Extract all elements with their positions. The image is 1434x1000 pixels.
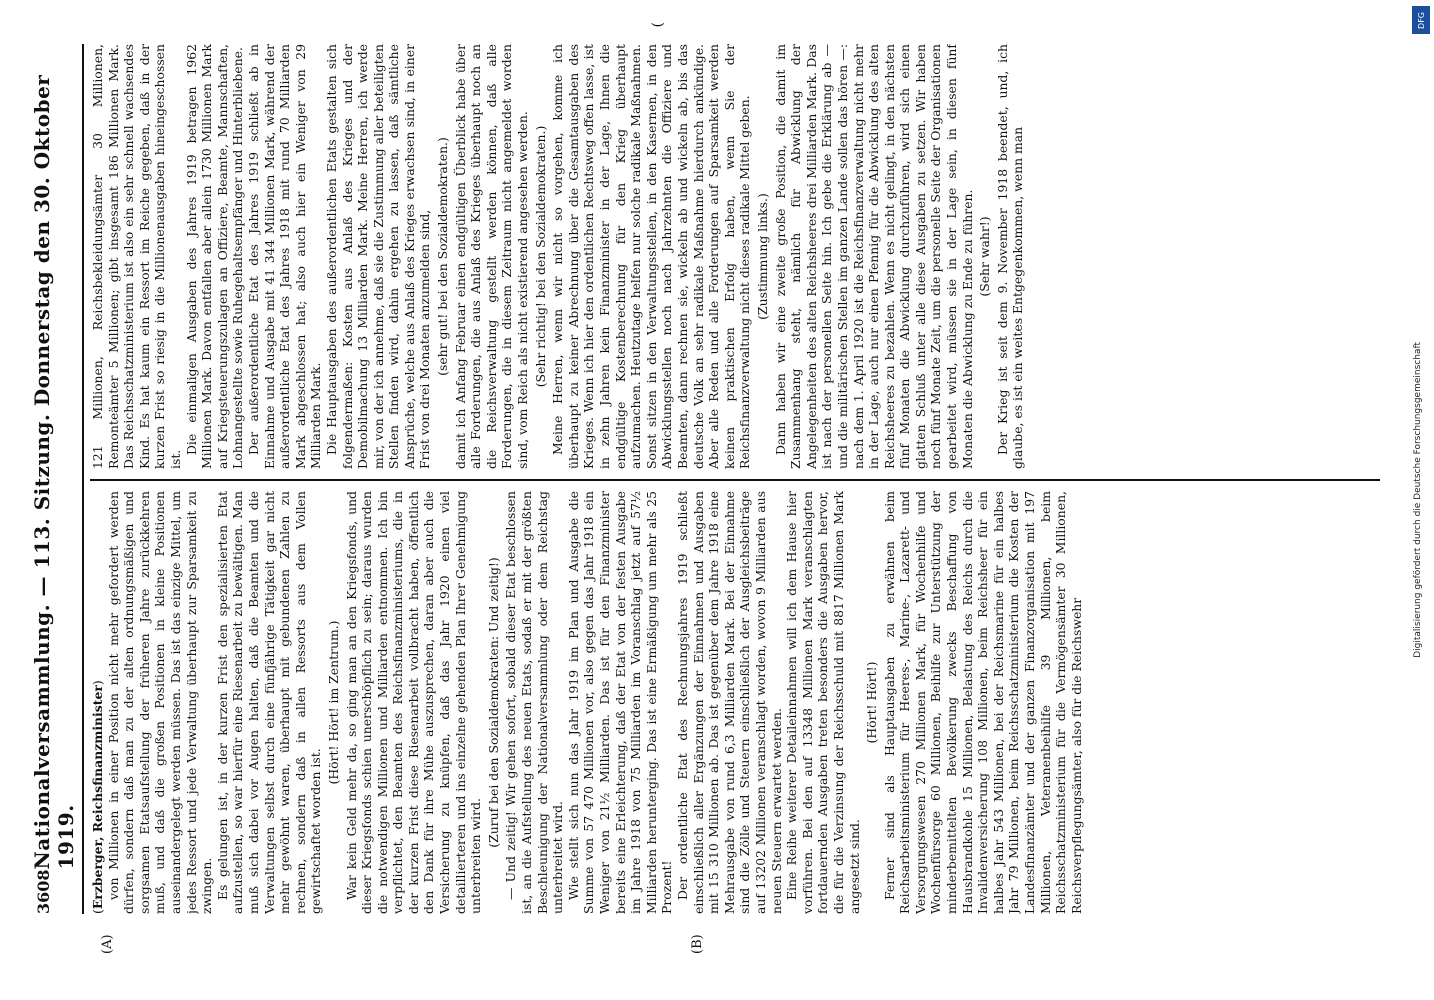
interjection: (Sehr richtig! bei den Sozialdemokraten.)	[532, 125, 548, 388]
paragraph: War kein Geld mehr da, so ging man an den Kriegsfonds, und dieser Kriegsfonds schien unerschöpflich zu sein; daraus wurden die notwendigen Millionen und Milliarden entnommen. Ich bin verpflichtet, den Beamten des Reichsfinanzministeriums, die in der kurzen Frist diese Riesenarbeit vollbracht haben, öffentlich den Dank für ihre Mühe auszusprechen, daran aber auch die Versicherung zu knüpfen, daß das Jahr 1920 einen viel detaillierteren und ins einzelne gehenden Plan Ihrer Genehmigung unterbreiten wird.	[343, 491, 484, 914]
dfg-logo: DFG	[1412, 6, 1430, 34]
paragraph: Die einmaligen Ausgaben des Jahres 1919 betragen 1962 Millionen Mark. Davon entfallen aber allein 1730 Millionen Mark auf Kriegsteuerungszulagen an Offiziere, Beamte, Mannschaften, Lohnangestellte sowie Ruhegehaltsempfänger und Hinterbliebene.	[183, 44, 246, 469]
right-column	[90, 44, 1380, 479]
paragraph: Eine Reihe weiterer Detaileinnahmen will ich dem Hause hier vorführen. Bei den auf 13348 Millionen Mark veranschlagten fortdauernden Ausgaben treten besonders die Ausgaben hervor, die für die Verzinsung der Reichsschuld mit 8817 Millionen Mark angesetzt sind.	[784, 491, 862, 914]
paragraph: Dann haben wir eine zweite große Position, die damit im Zusammenhang steht, nämlich für Abwicklung der Angelegenheiten des alten Reichsheeres drei Milliarden Mark. Das ist nach der personellen Seite hin. Ich gebe die Erklärung ab — und die militärischen Stellen im ganzen Lande sollen das hören —: nach dem 1. April 1920 ist die Reichsfinanzverwaltung nicht mehr in der Lage, auch nur einen Pfennig für die Abwicklung des alten Reichsheeres zu bezahlen. Wenn es nicht gelingt, in den nächsten fünf Monaten die Abwicklung durchzuführen, wird sich einen glatten Schluß unter alle diese Ausgaben zu setzen. Wir haben noch fünf Monate Zeit, um die personelle Seite der Organisationen gearbeitet wird, müssen sie in der Lage sein, in diesen fünf Monaten die Abwicklung zu Ende zu führen.	[772, 44, 975, 469]
paragraph: — Und zeitig! Wir gehen sofort, sobald dieser Etat beschlossen ist, an die Aufstellung des neuen Etats, sodaß er mit der größten Beschleunigung der Nationalversammlung oder dem Reichstag unterbreitet wird.	[503, 491, 566, 914]
interjection: (Hört! Hört! im Zentrum.)	[325, 620, 341, 785]
margin-mark-a: (A)	[100, 934, 115, 954]
page-header	[30, 44, 84, 914]
left-column	[90, 479, 1380, 914]
paragraph: damit ich Anfang Februar einen endgültigen Überblick habe über alle Forderungen, die aus Anlaß des Krieges überhaupt noch an die Reichsverwaltung gestellt werden können, daß alle Forderungen, die in diesem Zeitraum nicht angemeldet worden sind, vom Reich als nicht existierend angesehen werden.	[452, 44, 531, 469]
page-number: 3608	[34, 869, 53, 914]
speaker-line: (Erzberger, Reichsfinanzminister)	[90, 680, 105, 914]
paragraph: Der außerordentliche Etat des Jahres 1919 schließt ab in Einnahme und Ausgabe mit 41 344 Millionen Mark, während der außerordentliche Etat des Jahres 1918 mit rund 70 Milliarden Mark abgeschlossen hat; also auch hier ein Weniger von 29 Milliarden Mark.	[245, 44, 324, 469]
paragraph: Der ordentliche Etat des Rechnungsjahres 1919 schließt einschließlich aller Ergänzungen der Einnahmen und Ausgaben mit 15 310 Millionen ab. Das ist gegenüber dem Jahre 1918 eine Mehrausgabe von rund 6,3 Milliarden Mark. Bei der Einnahme sind die Zölle und Steuern einschließlich der Ausgleichsbeiträge auf 13202 Millionen veranschlagt worden, wovon 9 Milliarden aus neuen Steuern erwartet werden.	[674, 491, 784, 914]
paragraph: Meine Herren, wenn wir nicht so vorgehen, komme ich überhaupt zu keiner Abrechnung über die Gesamtausgaben des Krieges. Wenn ich hier den ordentlichen Rechtsweg offen lasse, ist in zehn Jahren kein Finanzminister in der Lage, Ihnen die endgültige Kostenberechnung für den Krieg überhaupt aufzumachen. Heutzutage helfen nur solche radikale Maßnahmen. Sonst sitzen in den Verwaltungsstellen, in den Kasernen, in den Abwicklungsstellen noch nach Jahrzehnten die Offiziere und Beamten, dann rechnen sie, wickeln ab und wickeln ab, bis das deutsche Volk an sehr radikale Maßnahme hierdurch ankündige. Aber alle Reden und alle Forderungen auf Sparsamkeit werden keinen praktischen Erfolg haben, wenn Sie der Reichsfinanzverwaltung nicht dieses radikale Mittel geben.	[550, 44, 753, 469]
paragraph: Der Krieg ist seit dem 9. November 1918 beendet, und, ich glaube, es ist ein weites Entgegenkommen, wenn man	[994, 44, 1026, 469]
speaker-name: Erzberger, Reichsfinanzminister	[90, 685, 105, 910]
paragraph: 121 Millionen, Reichsbekleidungsämter 30 Millionen, Remonteämter 5 Millionen; gibt insgesamt 186 Millionen Mark. Das Reichsschatzministerium ist also ein sehr schnell wachsendes Kind. Es hat kaum ein Ressort im Reiche gegeben, daß in der kurzen Frist so riesig in die Millionenausgaben hineingeschossen ist.	[90, 44, 183, 469]
running-title: Nationalversammlung. — 113. Sitzung. Donnerstag den 30. Oktober 1919.	[30, 74, 78, 870]
paragraph: Wie stellt sich nun das Jahr 1919 im Plan und Ausgabe die Summe von 57 470 Millionen vor, also gegen das Jahr 1918 ein Weniger von 21½ Milliarden. Das ist für den Finanzminister bereits eine Erleichterung, daß der Etat von der festen Ausgabe im Jahre 1918 von 75 Milliarden im Voranschlag jetzt auf 57½ Milliarden herunterging. Das ist eine Ermäßigung um mehr als 25 Prozent!	[565, 491, 675, 914]
interjection: (sehr gut! bei den Sozialdemokraten.)	[435, 137, 451, 376]
paragraph: Ferner sind als Hauptausgaben zu erwähnen beim Reichsarbeitsministerium für Heeres-, Marine-, Lazarett- und Versorgungswesen 270 Millionen Mark, für Wochenhilfe und Wochenfürsorge 60 Millionen, Beihilfe zur Unterstützung der minderbemittelten Bevölkerung zwecks Beschaffung von Hausbrandkohle 15 Millionen, Belastung des Reichs durch die Invalidenversicherung 108 Millionen, beim Reichsheer für ein halbes Jahr 543 Millionen, bei der Reichsmarine für ein halbes Jahr 79 Millionen, beim Reichsschatzministerium die Kosten der Landesfinanzämter und der ganzen Finanzorganisation mit 197 Millionen, Veteranenbeihilfe 39 Millionen, beim Reichsschatzministerium für die Vermögensämter 30 Millionen, Reichsverpflegungsämter, also für die Reichswehr	[881, 491, 1084, 914]
interjection: (Hört! Hört!)	[864, 661, 880, 744]
text-columns	[90, 22, 1380, 954]
paragraph: Es gelungen ist, in der kurzen Frist den spezialisierten Etat aufzustellen, so war hierfür eine Riesenarbeit zu bewältigen. Man muß sich dabei vor Augen halten, daß die Beamten und die Verwaltungen selbst durch eine fünfjährige Tätigkeit gar nicht mehr gewöhnt waren, überhaupt mit gebundenen Zahlen zu rechnen, sondern daß in allen Ressorts aus dem Vollen gewirtschaftet worden ist.	[214, 491, 324, 914]
paragraph: von Millionen in einer Position nicht mehr gefordert werden dürfen, sondern daß man zu der alten ordnungsmäßigen und sorgsamen Etatsaufstellung der früheren Jahre zurückkehren muß, und daß die großen Positionen in kleine Positionen auseinandergelegt werden müssen. Das ist das einzige Mittel, um jedes Ressort und jede Verwaltung überhaupt zur Sparsamkeit zu zwingen.	[105, 491, 215, 914]
interjection: (Sehr wahr!)	[977, 216, 993, 297]
margin-mark-b: (B)	[690, 934, 705, 954]
interjection: (Zustimmung links.)	[754, 193, 770, 320]
paragraph: Die Hauptausgaben des außerordentlichen Etats gestalten sich folgendermaßen: Kosten aus Anlaß des Krieges und der Demobilmachung 13 Milliarden Mark. Meine Herren, ich werde mir, von der ich annehme, daß sie die Zustimmung aller beteiligten Stellen finden wird, dahin ergehen zu lassen, daß sämtliche Ansprüche, welche aus Anlaß des Krieges erwachsen sind, in einer Frist von drei Monaten anzumelden sind,	[323, 44, 433, 469]
margin-mark-c: (	[650, 22, 666, 28]
interjection: (Zuruf bei den Sozialdemokraten: Und zeitig!)	[485, 557, 501, 848]
digitization-note: Digitalisierung gefördert durch die Deutsche Forschungsgemeinschaft	[1413, 342, 1423, 658]
